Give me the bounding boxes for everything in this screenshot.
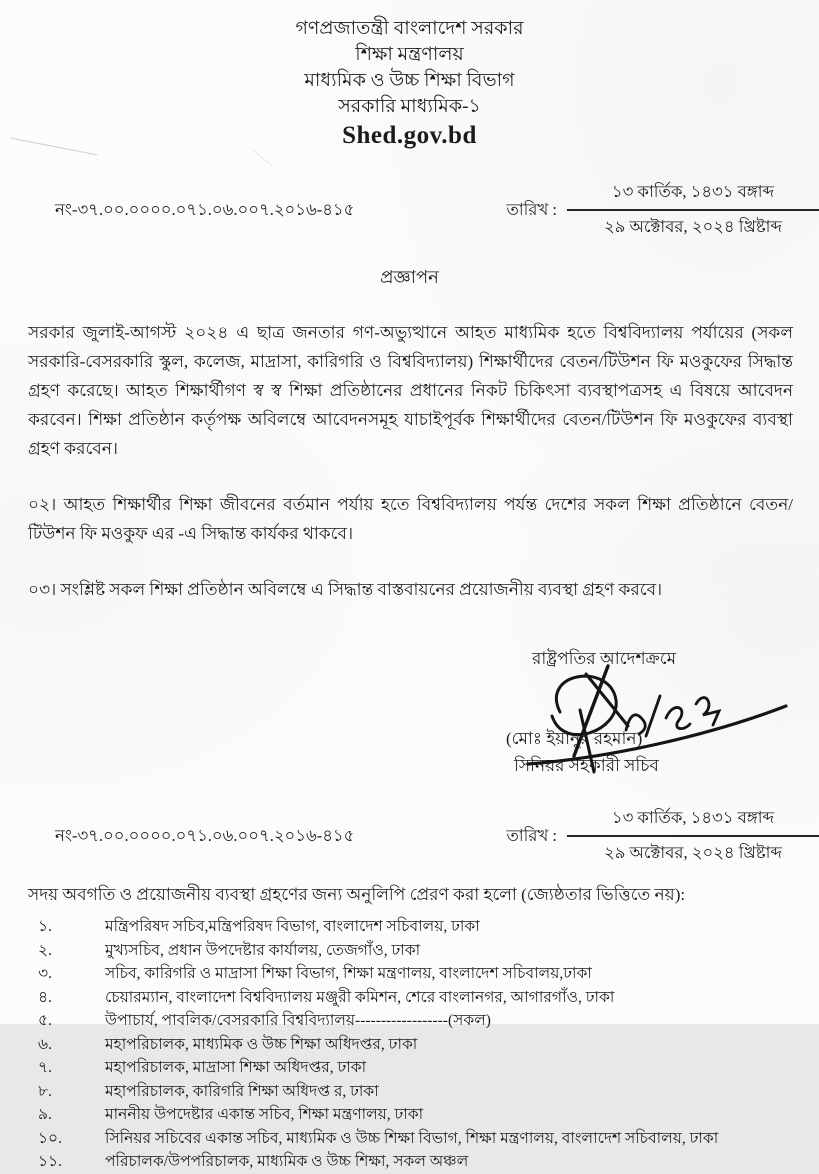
ministry-name: শিক্ষা মন্ত্রণালয় — [355, 44, 464, 65]
paragraph-1: সরকার জুলাই-আগস্ট ২০২৪ এ ছাত্র জনতার গণ-অভ্যুত্থানে আহত মাধ্যমিক হতে বিশ্ববিদ্যালয় পর্যায়ের (সকল সরকারি-বেসরকারি স্কুল, কলেজ, মাদ্রাসা, কারিগরি ও বিশ্ববিদ্যালয়) শিক্ষার্থীদের বেতন/টিউশন ফি মওকুফের সিদ্ধান্ত গ্রহণ করেছে। আহত শিক্ষার্থীগণ স্ব স্ব শিক্ষা প্রতিষ্ঠানের প্রধানের নিকট চিকিৎসা ব্যবস্থাপত্রসহ এ বিষয়ে আবেদন করবেন। শিক্ষা প্রতিষ্ঠান কর্তৃপক্ষ অবিলম্বে আবেদনসমূহ যাচাইপূর্বক শিক্ষার্থীদের বেতন/টিউশন ফি মওকুফের ব্যবস্থা গ্রহণ করবেন। — [28, 323, 793, 458]
letterhead — [0, 0, 819, 149]
item-number: ১১. — [38, 1153, 62, 1170]
distribution-item — [0, 1103, 819, 1127]
item-text: মহাপরিচালক, কারিগরি শিক্ষা অধিদপ্ত র, ঢাকা — [105, 1082, 379, 1100]
distribution-item — [0, 915, 819, 939]
paragraph-2: ০২। আহত শিক্ষার্থীর শিক্ষা জীবনের বর্তমান পর্যায় হতে বিশ্ববিদ্যালয় পর্যন্ত দেশের সকল শিক্ষা প্রতিষ্ঠানে বেতন/টিউশন ফি মওকুফ এর -এ সিদ্ধান্ত কার্যকর থাকবে। — [28, 495, 793, 543]
item-number: ৬. — [38, 1035, 52, 1053]
distribution-item — [0, 1080, 819, 1104]
division-name: মাধ্যমিক ও উচ্চ শিক্ষা বিভাগ — [304, 70, 515, 91]
item-text: উপাচার্য, পাবলিক/বেসরকারি বিশ্ববিদ্যালয়------------------(সকল) — [105, 1012, 491, 1029]
item-number: ১০. — [38, 1129, 63, 1147]
date-block-2 — [567, 805, 819, 867]
memo-number-2: নং-৩৭.০০.০০০০.০৭১.০৬.০০৭.২০১৬-৪১৫ — [55, 825, 355, 845]
item-text: চেয়ারম্যান, বাংলাদেশ বিশ্ববিদ্যালয় মঞ্জুরী কমিশন, শেরে বাংলানগর, আগারগাঁও, ঢাকা — [105, 988, 615, 1006]
distribution-item — [0, 962, 819, 986]
reference-row — [55, 179, 819, 241]
reference-row-2 — [55, 805, 819, 867]
signature-name: (মোঃ ইয়ানুর রহমান) — [506, 729, 643, 748]
item-text: মুখ্যসচিব, প্রধান উপদেষ্টার কার্যালয়, তেজগাঁও, ঢাকা — [105, 941, 421, 959]
date-label-2: তারিখ : — [506, 825, 557, 845]
item-text: মন্ত্রিপরিষদ সচিব,মন্ত্রিপরিষদ বিভাগ, বাংলাদেশ সচিবালয়, ঢাকা — [105, 918, 480, 935]
paragraph-3: ০৩। সংশ্লিষ্ট সকল শিক্ষা প্রতিষ্ঠান অবিলম্বে এ সিদ্ধান্ত বাস্তবায়নের প্রয়োজনীয় ব্যবস্থা গ্রহণ করবে। — [28, 580, 663, 599]
section-name: সরকারি মাধ্যমিক-১ — [338, 96, 481, 117]
memo-number: নং-৩৭.০০.০০০০.০৭১.০৬.০০৭.২০১৬-৪১৫ — [55, 199, 355, 219]
item-number: ৪. — [38, 988, 52, 1006]
item-number: ১. — [38, 918, 52, 935]
distribution-list — [0, 915, 819, 1174]
item-number: ৮. — [38, 1082, 52, 1100]
distribution-heading: সদয় অবগতি ও প্রয়োজনীয় ব্যবস্থা গ্রহণের জন্য অনুলিপি প্রেরণ করা হলো (জ্যেষ্ঠতার ভিত্তিতে নয়): — [28, 885, 686, 904]
distribution-item — [0, 1127, 819, 1151]
signature-block — [504, 646, 744, 779]
distribution-item — [0, 1009, 819, 1033]
item-text: সচিব, কারিগরি ও মাদ্রাসা শিক্ষা বিভাগ, শিক্ষা মন্ত্রণালয়, বাংলাদেশ সচিবালয়,ঢাকা — [105, 965, 592, 982]
item-text: মহাপরিচালক, মাদ্রাসা শিক্ষা অধিদপ্তর, ঢাকা — [105, 1059, 367, 1076]
date-block — [567, 179, 819, 241]
distribution-item — [0, 1056, 819, 1080]
item-number: ৭. — [38, 1059, 52, 1076]
scan-artifact — [253, 150, 274, 167]
notification-title: প্রজ্ঞাপন — [380, 267, 439, 287]
date-bangla: ১৩ কার্তিক, ১৪৩১ বঙ্গাব্দ — [567, 179, 819, 211]
date-label: তারিখ : — [506, 199, 557, 219]
distribution-item — [0, 939, 819, 963]
item-number: ৫. — [38, 1012, 52, 1029]
item-text: মহাপরিচালক, মাধ্যমিক ও উচ্চ শিক্ষা অধিদপ্তর, ঢাকা — [105, 1035, 418, 1053]
item-text: পরিচালক/উপপরিচালক, মাধ্যমিক ও উচ্চ শিক্ষা, সকল অঞ্চল — [105, 1153, 469, 1170]
government-name: গণপ্রজাতন্ত্রী বাংলাদেশ সরকার — [295, 18, 524, 39]
signature-order-text: রাষ্ট্রপতির আদেশক্রমে — [532, 649, 677, 668]
date-bangla-2: ১৩ কার্তিক, ১৪৩১ বঙ্গাব্দ — [567, 805, 819, 837]
item-number: ৩. — [38, 965, 52, 982]
item-text: সিনিয়র সচিবের একান্ত সচিব, মাধ্যমিক ও উচ্চ শিক্ষা বিভাগ, শিক্ষা মন্ত্রণালয়, বাংলাদেশ সচিবালয়, ঢাকা — [105, 1129, 719, 1147]
item-text: মাননীয় উপদেষ্টার একান্ত সচিব, শিক্ষা মন্ত্রণালয়, ঢাকা — [105, 1106, 424, 1123]
date-gregorian-2: ২৯ অক্টোবর, ২০২৪ খ্রিষ্টাব্দ — [603, 843, 782, 862]
distribution-item — [0, 1150, 819, 1174]
item-number: ৯. — [38, 1106, 52, 1123]
item-number: ২. — [38, 941, 52, 959]
signature-designation: সিনিয়র সহকারী সচিব — [514, 756, 659, 775]
distribution-item — [0, 986, 819, 1010]
distribution-item — [0, 1033, 819, 1057]
website-url: Shed.gov.bd — [342, 122, 477, 149]
date-gregorian: ২৯ অক্টোবর, ২০২৪ খ্রিষ্টাব্দ — [603, 217, 782, 236]
